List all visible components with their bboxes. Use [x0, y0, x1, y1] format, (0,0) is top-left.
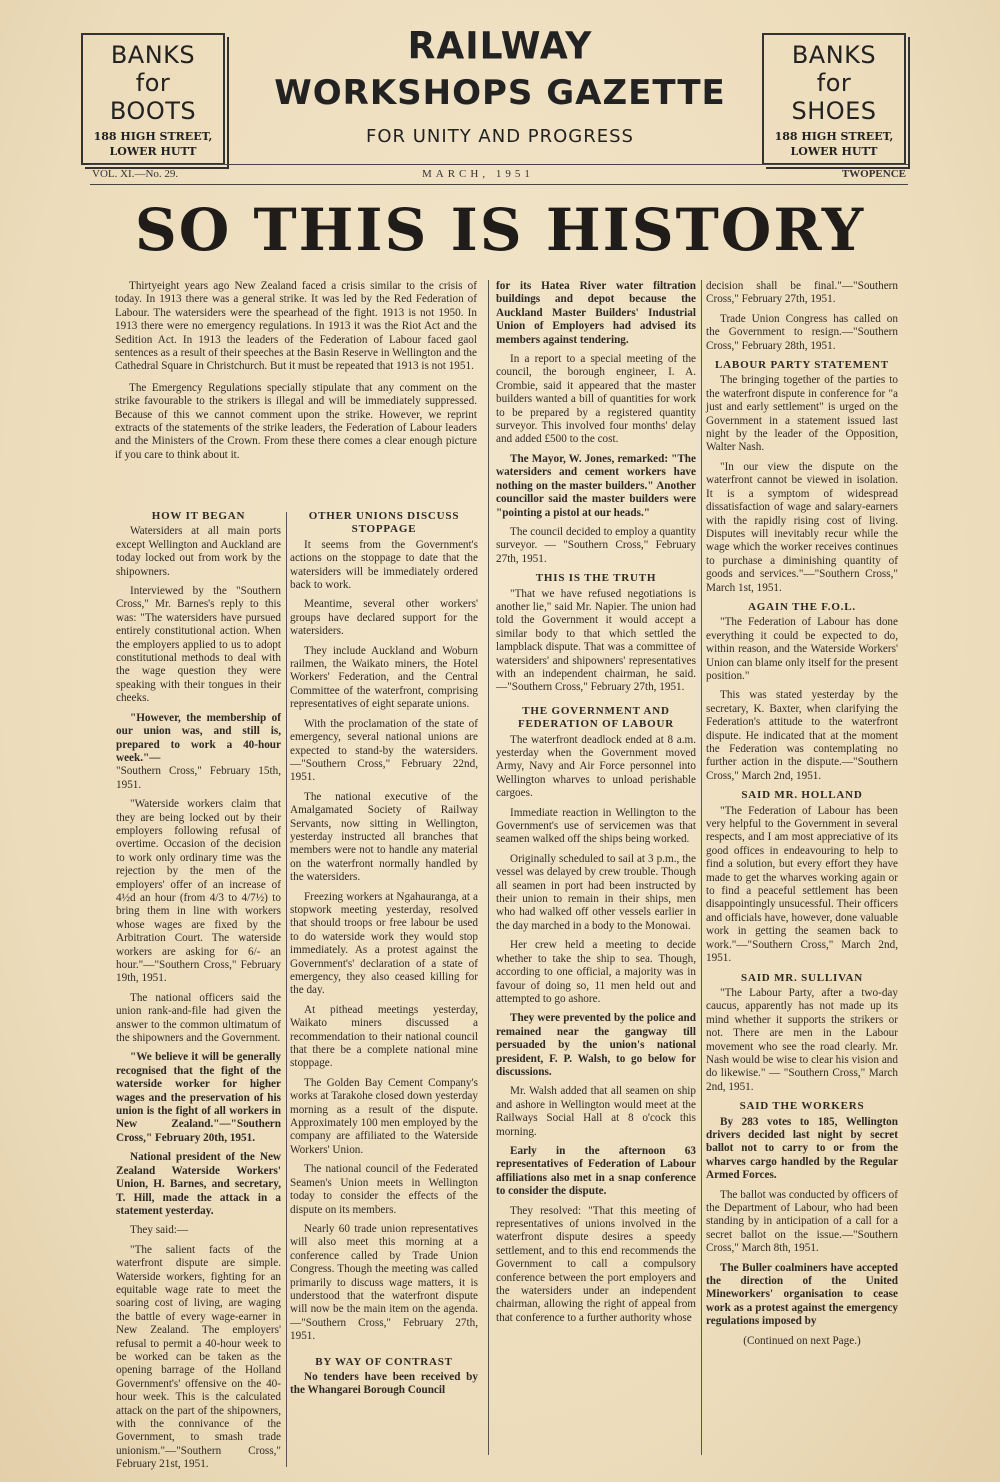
- intro-paragraph: The Emergency Regulations specially stipulate that any comment on the strike favourable to the strikers is illegal and will be immediately suppressed. Because of this we cannot comment upon the strike. However, we reprint extracts of the statements of the strike leaders, the Federation of Labour leaders and the Ministers of the Crown. From these there comes a clear enough picture if you care to think about it.: [115, 381, 477, 461]
- section-heading: SAID THE WORKERS: [739, 1100, 865, 1113]
- column-how-it-began: [116, 510, 281, 1478]
- paragraph: It seems from the Government's actions on the stoppage to date that the watersiders will be immediately ordered back to work.: [290, 538, 478, 592]
- paragraph: The Mayor, W. Jones, remarked: "The watersiders and cement workers have nothing on the master builders." Another councillor said the master builders were "pointing a pistol at our heads.": [496, 452, 696, 519]
- paragraph: Trade Union Congress has called on the Government to resign.—"Southern Cross," February 28th, 1951.: [706, 312, 898, 352]
- paragraph: This was stated yesterday by the secretary, K. Baxter, when clarifying the Federation's attitude to the waterfront dispute. He indicated that at the moment the Federation was contemplating no further action in the dispute.—"Southern Cross," March 2nd, 1951.: [706, 689, 898, 782]
- dateline-rule-bottom: [90, 184, 908, 185]
- paragraph: The council decided to employ a quantity surveyor. — "Southern Cross," February 27th, 1951.: [496, 525, 696, 565]
- paragraph: "Southern Cross," February 15th, 1951.: [116, 765, 281, 791]
- section-heading: HOW IT BEGAN: [151, 510, 246, 522]
- paragraph: "Waterside workers claim that they are being locked out by their employers following refusal of overtime. Occasion of the decision to work only ordinary time was the rejection by the men of the employers' offer of an increase of 4½d an hour (from 4/3 to 4/7½) to bring them in line with workers whose wages are fixed by the Arbitration Court. The waterside workers are asking for 6/- an hour."—"Southern Cross," February 19th, 1951.: [116, 798, 281, 985]
- column-fourth: [706, 280, 898, 1348]
- section-heading: SAID MR. SULLIVAN: [741, 971, 863, 984]
- paragraph: Meantime, several other workers' groups have declared support for the watersiders.: [290, 598, 478, 638]
- column-third: [496, 280, 696, 1331]
- column-divider: [286, 512, 287, 1467]
- paragraph: At pithead meetings yesterday, Waikato miners discussed a recommendation to their national council that there be a complete national mine stoppage.: [290, 1003, 478, 1070]
- paragraph: for its Hatea River water filtration buildings and depot because the Auckland Master Builders' Industrial Union of Employers had advised its members against tendering.: [496, 280, 696, 346]
- ad-banks-for-boots: [81, 33, 225, 165]
- paragraph: The bringing together of the parties to the waterfront dispute in conference for "a just and early settlement" is urged on the Government in a statement issued last night by the leader of the Opposition, Walter Nash.: [706, 374, 898, 454]
- paragraph: Originally scheduled to sail at 3 p.m., the vessel was delayed by crew trouble. Though all seamen in port had been instructed by their union to remain in their ships, men who had walked off other vessels earlier in the day marched in a body to the Monowai.: [496, 852, 696, 932]
- paragraph: They were prevented by the police and remained near the gangway till persuaded by the union's national president, F. P. Walsh, to go below for discussions.: [496, 1012, 696, 1078]
- paragraph: No tenders have been received by the Whangarei Borough Council: [290, 1370, 478, 1397]
- paragraph: decision shall be final."—"Southern Cross," February 27th, 1951.: [706, 280, 898, 306]
- paragraph: Immediate reaction in Wellington to the Government's use of servicemen was that seamen walked off the ships being worked.: [496, 806, 696, 846]
- headline: SO THIS IS HISTORY: [134, 196, 866, 264]
- paragraph: "That we have refused negotiations is another lie," said Mr. Napier. The union had told the Government it would accept a similar body to that which settled the lampblack dispute. That was a committee of watersiders' and shipowners' representatives with an independent chairman, he said.—"Southern Cross," February 27th, 1951.: [496, 587, 696, 694]
- paragraph: Interviewed by the "Southern Cross," Mr. Barnes's reply to this was: "The watersiders have pursued entirely constitutional action. When the employers applied to us to adopt constitutional methods to deal with the wage question they were speaking with their tongues in their cheeks.: [116, 585, 281, 705]
- continued-notice: (Continued on next Page.): [743, 1334, 861, 1347]
- ad-left-address2: LOWER HUTT: [109, 145, 197, 158]
- paragraph: The waterfront deadlock ended at 8 a.m. yesterday when the Government moved Army, Navy and Air Force personnel into Wellington wharves to unload perishable cargoes.: [496, 733, 696, 800]
- paragraph: They include Auckland and Woburn railmen, the Waikato miners, the Hotel Workers' Federation, and the Central Committee of the waterfront, comprising representatives of eight separate unions.: [290, 644, 478, 711]
- ad-left-line3: BOOTS: [109, 97, 197, 125]
- section-heading: OTHER UNIONS DISCUSS STOPPAGE: [308, 510, 460, 536]
- column-divider: [701, 280, 702, 1455]
- section-heading: SAID MR. HOLLAND: [741, 789, 863, 802]
- masthead-title-line2: WORKSHOPS GAZETTE: [274, 73, 726, 113]
- price: TWOPENCE: [841, 168, 906, 180]
- volume-number: VOL. XI.—No. 29.: [92, 168, 179, 180]
- ad-right-line2: for: [816, 69, 852, 97]
- paragraph: The national council of the Federated Seamen's Union meets in Wellington today to consider the effects of the dispute on its members.: [290, 1163, 478, 1216]
- paragraph: "The Labour Party, after a two-day caucus, apparently has not made up its mind whether it supports the strikers or not. There are men in the Labour movement who see the road clearly. Mr. Nash would be wise to clear his vision and do likewise." — "Southern Cross," March 2nd, 1951.: [706, 986, 898, 1093]
- column-other-unions: [290, 510, 478, 1404]
- paragraph: They resolved: "That this meeting of representatives of unions involved in the waterfront dispute desires a speedy settlement, and to this end recommends the Government to call a compulsory conference between the port employers and the watersiders under an independent chairman, allowing the right of appeal from that conference to a further authority whose: [496, 1204, 696, 1324]
- paragraph: "The Federation of Labour has been very helpful to the Government in several respects, and I am most appreciative of its good offices in endeavouring to help to find a solution, but every effort they have made to get the wharves working again or to find a peaceful settlement has been disappointingly unsucessful. Their officers and officials have, however, done valuable work in getting the seamen back to work."—"Southern Cross," March 2nd, 1951.: [706, 804, 898, 965]
- dateline-rule-top: [90, 164, 908, 165]
- paragraph: Nearly 60 trade union representatives will also meet this morning at a conference called by Trade Union Congress. Though the meeting was called primarily to discuss wage matters, it is understood that the waterfront dispute will now be the main item on the agenda.—"Southern Cross," February 27th, 1951.: [290, 1222, 478, 1343]
- issue-date: MARCH, 1951: [422, 168, 534, 180]
- masthead: [240, 24, 760, 147]
- paragraph: The Buller coalminers have accepted the direction of the United Mineworkers' organisation to cease work as a protest against the emergency regulations imposed by: [706, 1261, 898, 1328]
- section-heading: AGAIN THE F.O.L.: [748, 600, 856, 613]
- ad-banks-for-shoes: [762, 33, 906, 165]
- paragraph: The Golden Bay Cement Company's works at Tarakohe closed down yesterday morning as a result of the dispute. Approximately 100 men employed by the company are affiliated to the Waterside Workers' Union.: [290, 1076, 478, 1156]
- paragraph: The ballot was conducted by officers of the Department of Labour, who had been standing by in anticipation of a call for a secret ballot on the issue.—"Southern Cross," March 8th, 1951.: [706, 1188, 898, 1255]
- paragraph: "In our view the dispute on the waterfront cannot be viewed in isolation. It is a symptom of widespread dissatisfaction of wage and salary-earners with the rapidly rising cost of living. Disputes will inevitably recur while the wage which the worker receives continues to purchase a diminishing quantity of goods and services."—"Southern Cross," March 1st, 1951.: [706, 460, 898, 594]
- intro-paragraph: Thirtyeight years ago New Zealand faced a crisis similar to the crisis of today. In 1913 there was a general strike. It was led by the Red Federation of Labour. The watersiders were the spearhead of the fight. 1913 is not 1950. In 1913 there were no emergency regulations. In 1913 it was the Riot Act and the Sedition Act. In 1913 the leaders of the Federation of Labour faced gaol sentences as a result of their speeches at the Basin Reserve in Wellington and the Cathedral Square in Christchurch. But it must be repeated that 1913 is not 1951.: [115, 280, 477, 373]
- section-heading: THE GOVERNMENT AND FEDERATION OF LABOUR: [518, 704, 674, 731]
- ad-right-line3: SHOES: [791, 97, 877, 125]
- section-heading: THIS IS THE TRUTH: [535, 572, 657, 585]
- ad-right-address2: LOWER HUTT: [790, 145, 878, 158]
- ad-right-line1: BANKS: [791, 41, 877, 69]
- ad-left-address1: 188 HIGH STREET,: [93, 130, 213, 143]
- paragraph: Freezing workers at Ngahauranga, at a stopwork meeting yesterday, resolved that should troops or free labour be used to do waterside work they would stop immediately. As a protest against the Government's' declaration of a state of emergency, they also ceased killing for the day.: [290, 890, 478, 997]
- paragraph: "The Federation of Labour has done everything it could be expected to do, within reason, and the Waterside Workers' Union can blame only itself for the present position.": [706, 616, 898, 682]
- section-heading: BY WAY OF CONTRAST: [315, 1355, 453, 1368]
- paragraph: By 283 votes to 185, Wellington drivers decided last night by secret ballot not to carry to or from the wharves cargo handled by the Regular Armed Forces.: [706, 1115, 898, 1182]
- paragraph: Her crew held a meeting to decide whether to take the ship to sea. Though, according to one official, a majority was in favour of doing so, 11 men held out and attempted to go ashore.: [496, 939, 696, 1005]
- paragraph: With the proclamation of the state of emergency, several national unions are expected to stand-by the watersiders.—"Southern Cross," February 22nd, 1951.: [290, 717, 478, 784]
- paragraph: Mr. Walsh added that all seamen on ship and ashore in Wellington would meet at the Railways Social Hall at 8 o'cock this morning.: [496, 1085, 696, 1138]
- masthead-motto: FOR UNITY AND PROGRESS: [366, 126, 634, 147]
- paragraph: The national officers said the union rank-and-file had given the answer to the common ultimatum of the shipowners and the Government.: [116, 991, 281, 1045]
- paragraph: They said:—: [130, 1224, 189, 1237]
- paragraph: "We believe it will be generally recognised that the fight of the waterside worker for higher wages and the preservation of his union is the fight of all workers in New Zealand."—"Southern Cross," February 20th, 1951.: [116, 1051, 281, 1144]
- column-divider: [488, 280, 489, 1455]
- paragraph: In a report to a special meeting of the council, the borough engineer, I. A. Crombie, said it appeared that the master builders wanted a bill of quantities for work to be prepared by a registered quantity surveyor. This involved four months' delay and added £500 to the cost.: [496, 353, 696, 446]
- ad-left-line1: BANKS: [110, 41, 196, 69]
- paragraph: "However, the membership of our union was, and still is, prepared to work a 40-hour week."—: [116, 711, 281, 764]
- paragraph: National president of the New Zealand Waterside Workers' Union, H. Barnes, and secretary, T. Hill, made the attack in a statement yesterday.: [116, 1151, 281, 1217]
- masthead-title-line1: RAILWAY: [407, 24, 593, 68]
- intro-text: [115, 280, 477, 470]
- section-heading: LABOUR PARTY STATEMENT: [715, 359, 889, 372]
- ad-right-address1: 188 HIGH STREET,: [774, 130, 894, 143]
- paragraph: Early in the afternoon 63 representatives of Federation of Labour affiliations also met in a snap conference to consider the dispute.: [496, 1144, 696, 1198]
- paragraph: "The salient facts of the waterfront dispute are simple. Waterside workers, fighting for an equitable wage rate to meet the soaring cost of living, are waging the battle of every wage-earner in New Zealand. The employers' refusal to permit a 40-hour week to be worked can be taken as the opening barrage of the Holland Government's' offensive on the 40-hour week. This is the calculated attack on the part of the shipowners, with the connivance of the Government, to smash trade unionism."—"Southern Cross," February 21st, 1951.: [116, 1243, 281, 1471]
- paragraph: The national executive of the Amalgamated Society of Railway Servants, now sitting in Wellington, yesterday instructed all branches that members were not to handle any material on the waterfront normally handled by the watersiders.: [290, 790, 478, 884]
- paragraph: Watersiders at all main ports except Wellington and Auckland are today locked out from work by the shipowners.: [116, 525, 281, 578]
- ad-left-line2: for: [135, 69, 171, 97]
